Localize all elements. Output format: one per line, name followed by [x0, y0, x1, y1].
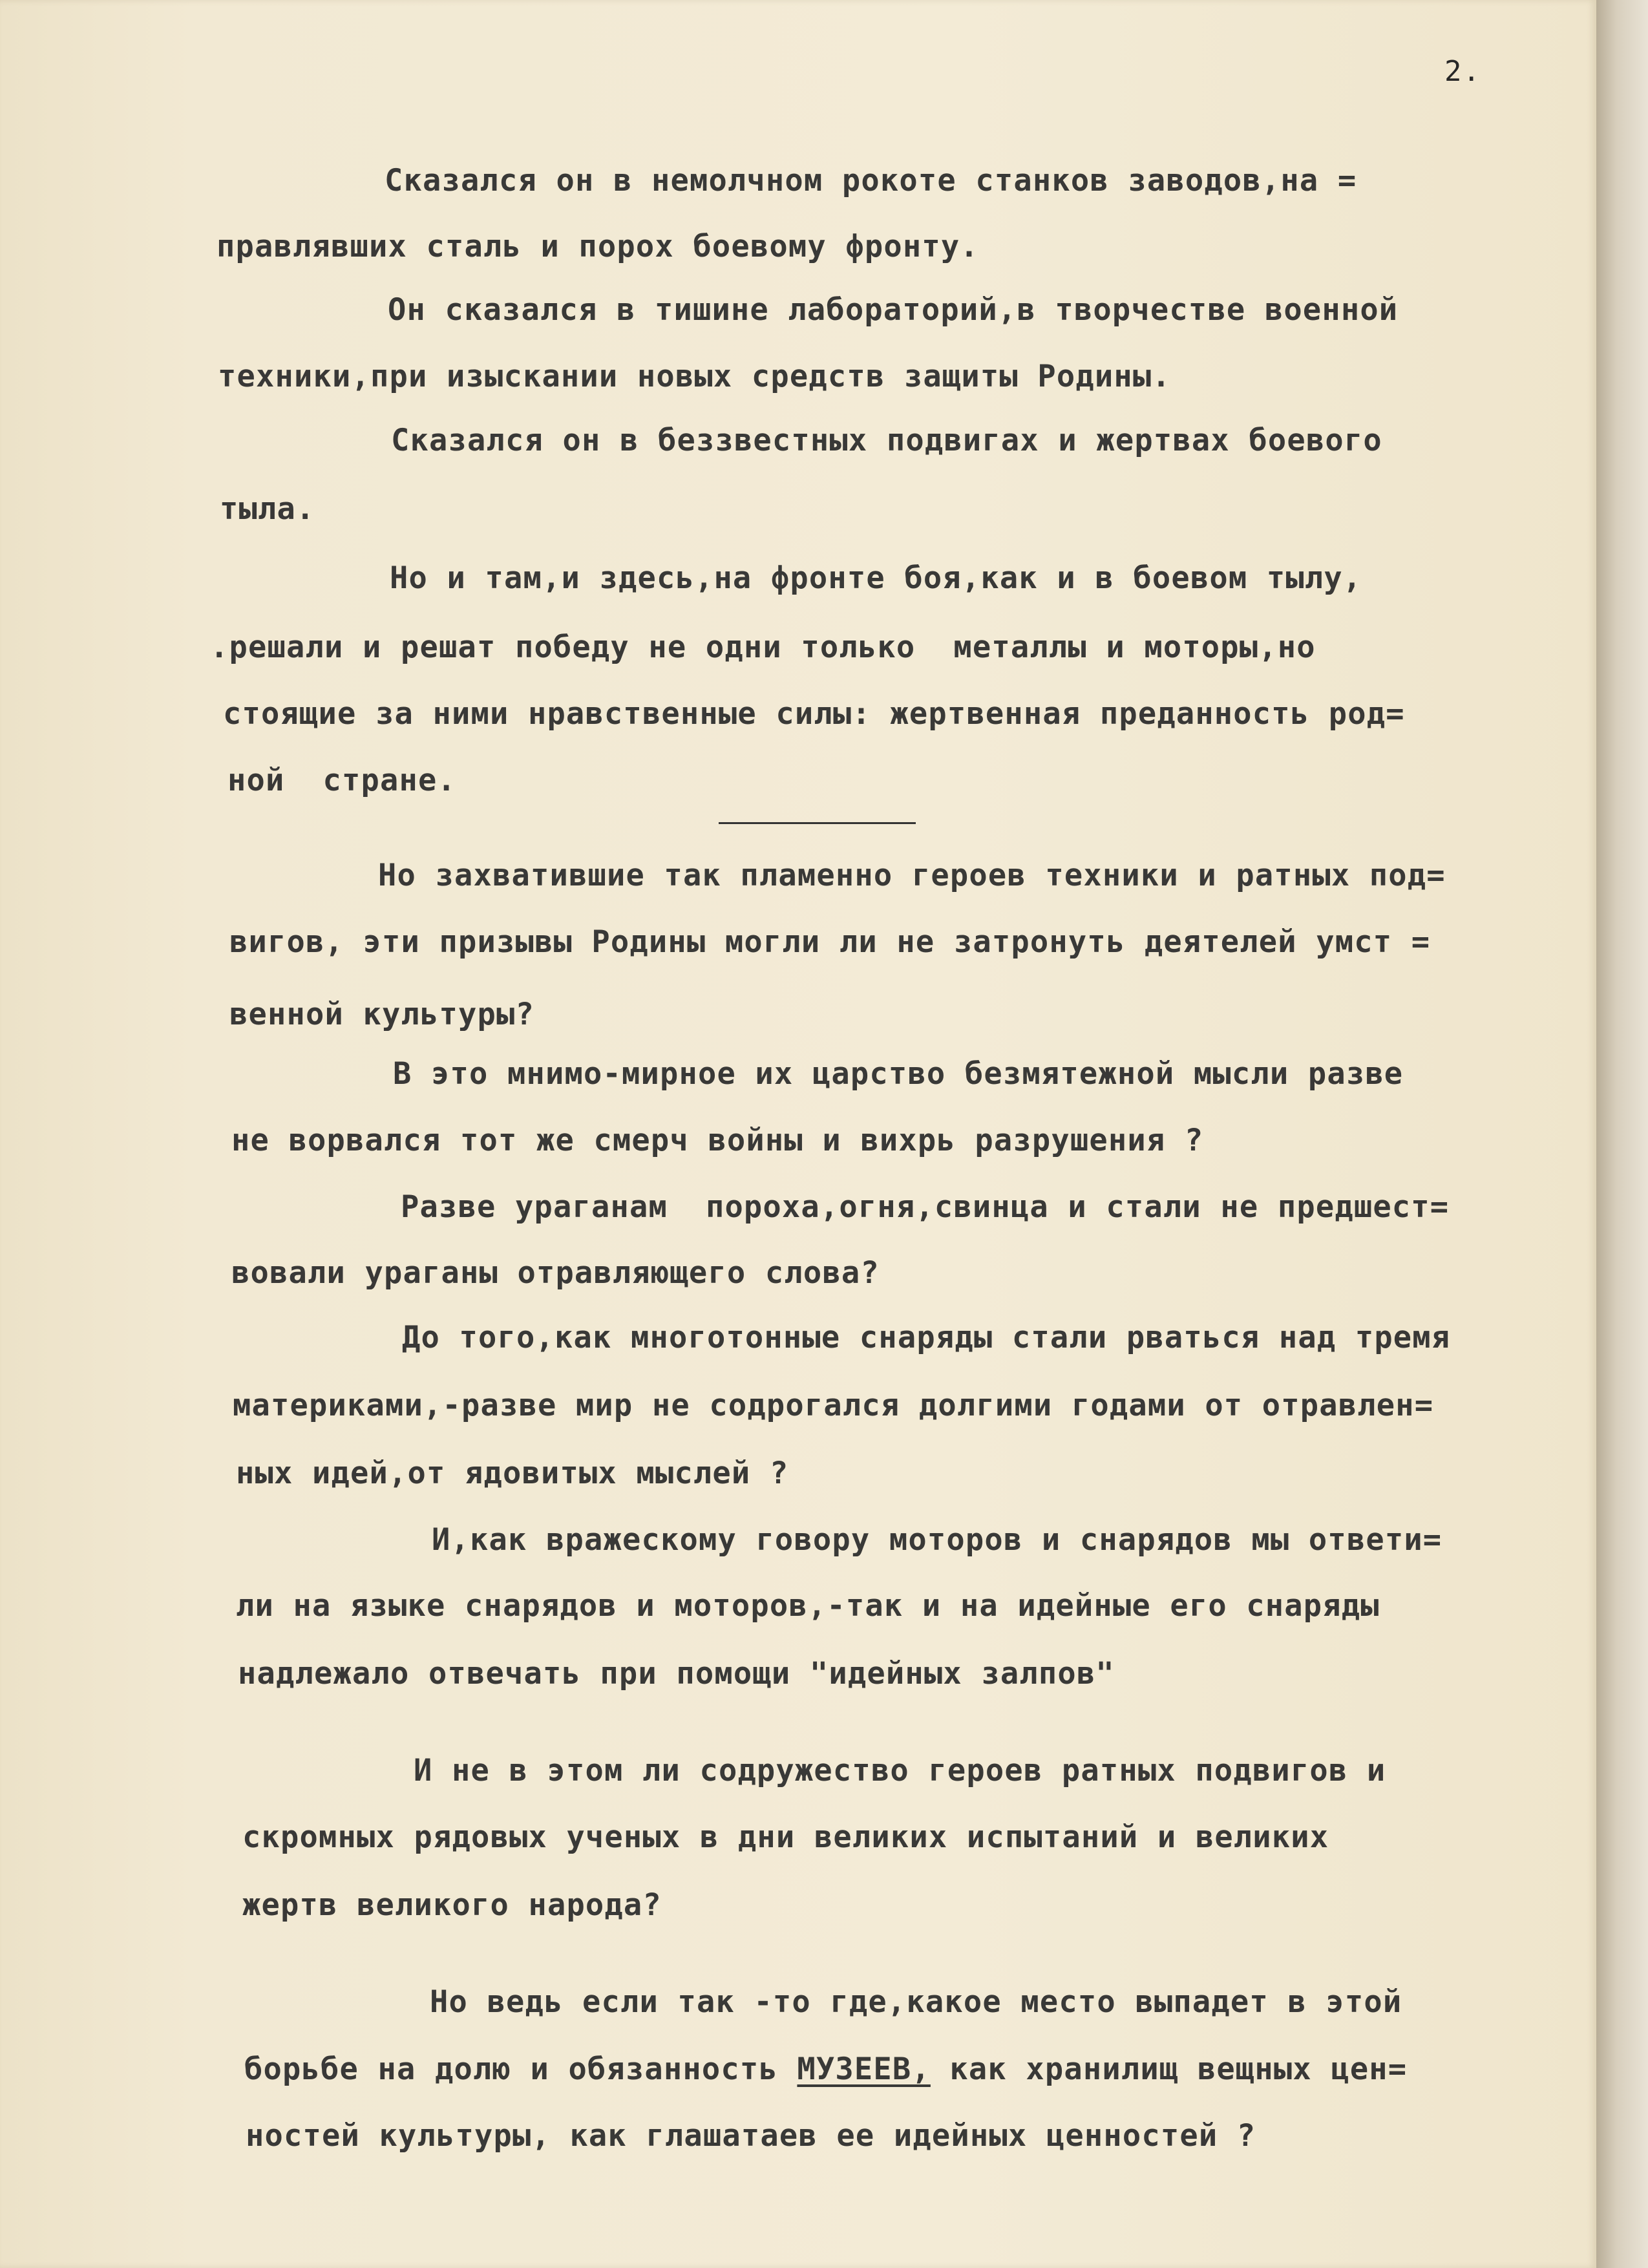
text-line — [244, 2050, 1407, 2089]
text-line: И,как вражескому говору моторов и снарядов мы ответи= — [432, 1522, 1442, 1558]
text-line: стоящие за ними нравственные силы: жертвенная преданность род= — [223, 696, 1405, 732]
text-line: Но ведь если так -то где,какое место выпадет в этой — [430, 1984, 1402, 2020]
text-line: Сказался он в беззвестных подвигах и жертвах боевого — [391, 423, 1382, 458]
text-line: надлежало отвечать при помощи "идейных залпов" — [238, 1656, 1115, 1691]
text-line: тыла. — [220, 491, 315, 527]
text-line: скромных рядовых ученых в дни великих испытаний и великих — [242, 1819, 1329, 1855]
text-line: не ворвался тот же смерч войны и вихрь разрушения ? — [231, 1123, 1204, 1158]
text-line: жертв великого народа? — [242, 1887, 662, 1923]
section-separator — [719, 822, 916, 824]
text-line: венной культуры? — [229, 997, 534, 1032]
text-line: Разве ураганам пороха,огня,свинца и стали не предшест= — [401, 1189, 1450, 1225]
text-line: Но захватившие так пламенно героев техники и ратных под= — [378, 858, 1446, 893]
text-line: материками,-разве мир не содрогался долгими годами от отравлен= — [233, 1388, 1434, 1423]
text-line: И не в этом ли содружество героев ратных подвигов и — [414, 1753, 1386, 1788]
page-number: 2. — [1444, 55, 1481, 88]
text-line: вигов, эти призывы Родины могли ли не затронуть деятелей умст = — [229, 924, 1431, 960]
text-line: ных идей,от ядовитых мыслей ? — [236, 1456, 789, 1491]
page-edge — [1596, 0, 1648, 2268]
text-fragment: как хранилищ вещных цен= — [949, 2051, 1408, 2087]
text-line: вовали ураганы отравляющего слова? — [231, 1255, 880, 1291]
text-line: правлявших сталь и порох боевому фронту. — [217, 229, 979, 264]
text-line: Он сказался в тишине лабораторий,в творчестве военной — [388, 292, 1399, 328]
museums-word: МУЗЕЕВ, — [797, 2051, 931, 2087]
text-line: До того,как многотонные снаряды стали рваться над тремя — [402, 1320, 1451, 1355]
text-line: В это мнимо-мирное их царство безмятежной мысли разве — [393, 1056, 1404, 1092]
text-line: Но и там,и здесь,на фронте боя,как и в боевом тылу, — [390, 560, 1362, 596]
text-line: .решали и решат победу не одни только металлы и моторы,но — [210, 630, 1316, 665]
text-fragment: борьбе на долю и обязанность — [244, 2051, 798, 2087]
text-line: ной стране. — [227, 763, 456, 798]
text-line: ностей культуры, как глашатаев ее идейных ценностей ? — [246, 2118, 1256, 2154]
text-line: Сказался он в немолчном рокоте станков заводов,на = — [385, 163, 1357, 198]
text-line: ли на языке снарядов и моторов,-так и на идейные его снаряды — [236, 1588, 1380, 1624]
text-line: техники,при изыскании новых средств защиты Родины. — [218, 359, 1171, 394]
